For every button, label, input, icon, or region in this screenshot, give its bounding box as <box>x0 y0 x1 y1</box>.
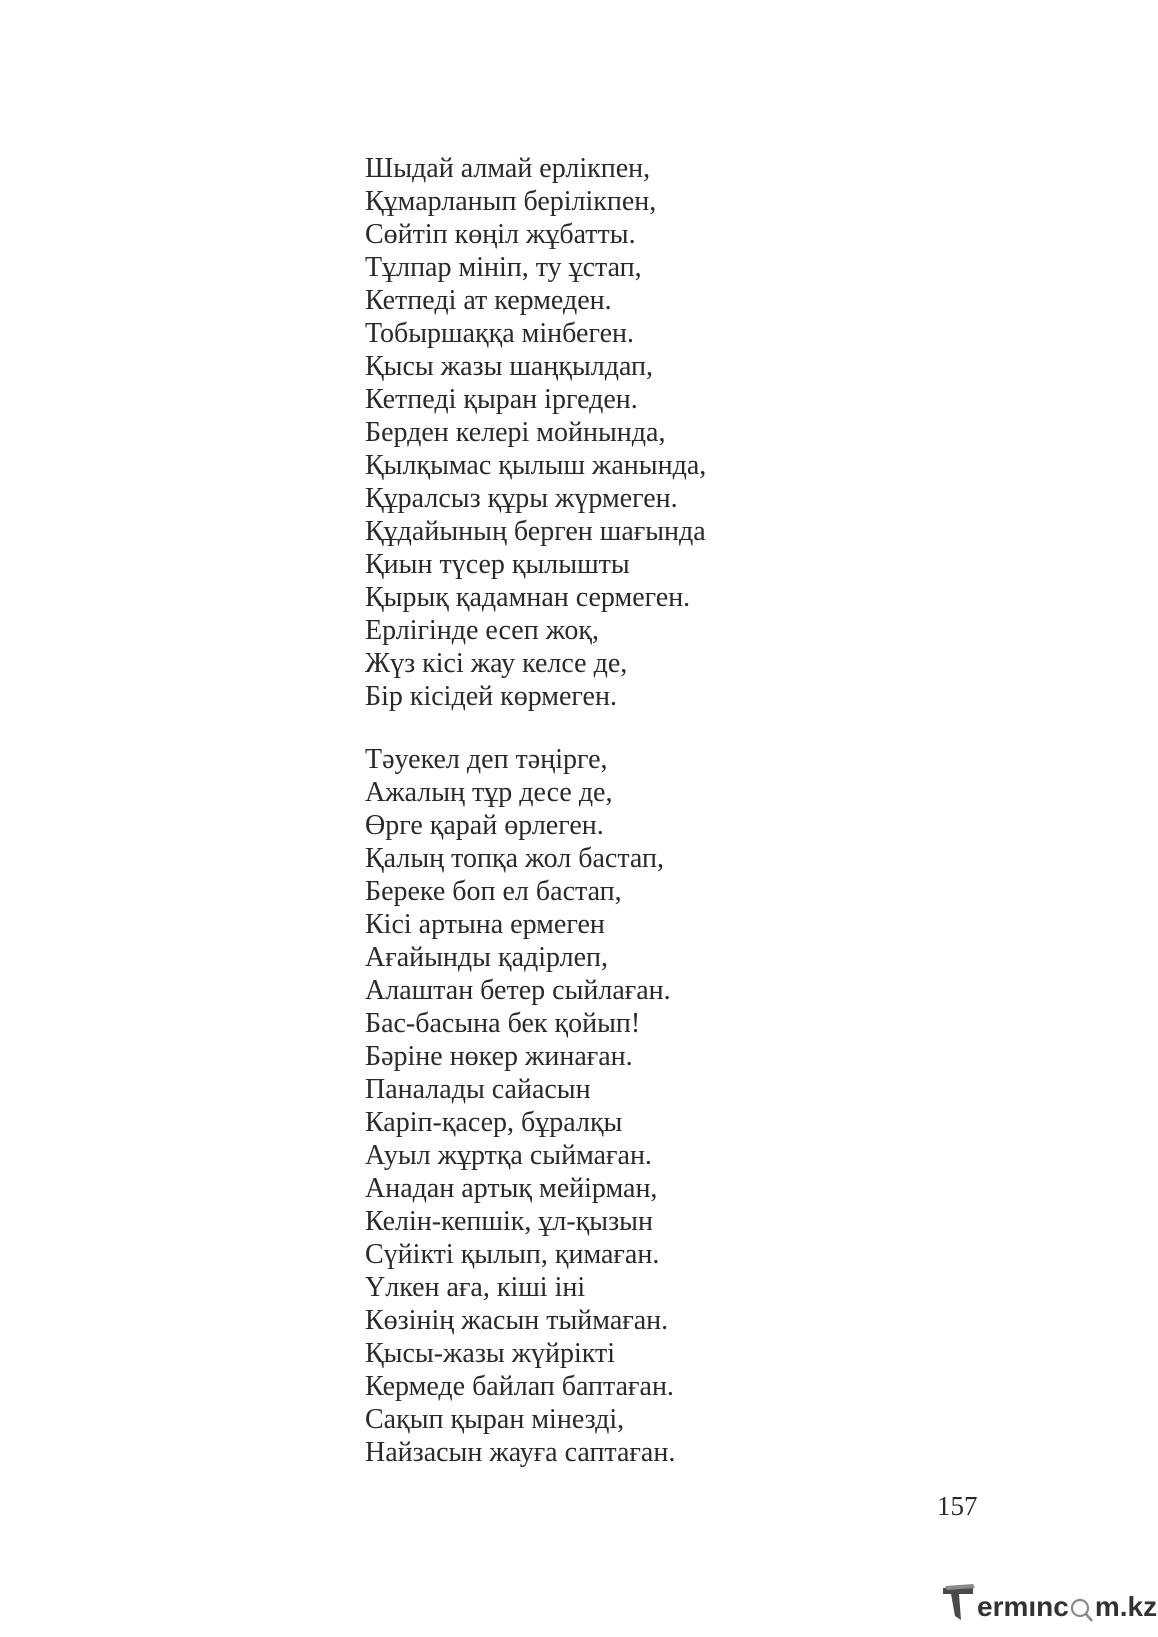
poem-line: Көзінің жасын тыймаған. <box>365 1305 669 1336</box>
poem-line: Қалың топқа жол бастап, <box>365 843 664 874</box>
poem-line: Қылқымас қылыш жанында, <box>365 450 707 481</box>
poem-line: Тәуекел деп тәңірге, <box>365 744 608 775</box>
poem-line: Алаштан бетер сыйлаған. <box>365 975 671 1006</box>
poem-stanza-2 <box>365 743 675 1469</box>
termincom-logo-t-icon <box>943 1582 977 1622</box>
poem-line: Қырық қадамнан сермеген. <box>365 582 691 613</box>
poem-line: Кетпеді ат кермеден. <box>365 285 612 316</box>
poem-line: Бас-басына бек қойып! <box>365 1008 641 1039</box>
poem-line: Бір кісідей көрмеген. <box>365 681 617 712</box>
poem-line: Анадан артық мейірман, <box>365 1173 658 1204</box>
page-number: 157 <box>937 1491 978 1521</box>
poem-line: Ағайынды қадірлеп, <box>365 942 609 973</box>
poem-line: Өрге қарай өрлеген. <box>365 810 604 841</box>
poem-line: Бәріне нөкер жинаған. <box>365 1041 633 1072</box>
watermark-text-end: m.kz <box>1094 1591 1158 1622</box>
poem-line: Тобыршаққа мінбеген. <box>365 318 634 349</box>
watermark-text-start: ermınc <box>977 1591 1069 1622</box>
poem-line: Қиын түсер қылышты <box>365 549 630 580</box>
poem-stanza-1 <box>365 152 706 713</box>
poem-line: Ерлігінде есеп жоқ, <box>365 615 599 646</box>
magnifier-icon <box>1069 1592 1095 1622</box>
poem-line: Қысы жазы шаңқылдап, <box>365 351 654 382</box>
poem-line: Келін-кепшік, ұл-қызын <box>365 1206 653 1237</box>
poem-line: Қысы-жазы жүйрікті <box>365 1338 616 1369</box>
poem-line: Кермеде байлап баптаған. <box>365 1371 674 1402</box>
poem-line: Құмарланып берілікпен, <box>365 186 657 217</box>
poem-line: Тұлпар мініп, ту ұстап, <box>365 252 642 283</box>
poem-line: Құдайының берген шағында <box>365 516 706 547</box>
termincom-watermark <box>943 1582 1158 1622</box>
poem-line: Үлкен аға, кіші іні <box>365 1272 586 1303</box>
poem-line: Каріп-қасер, бұралқы <box>365 1107 623 1138</box>
poem-line: Кісі артына ермеген <box>365 909 605 940</box>
poem-line: Сүйікті қылып, қимаған. <box>365 1239 660 1270</box>
poem-line: Құралсыз құры жүрмеген. <box>365 483 678 514</box>
poem-line: Ауыл жұртқа сыймаған. <box>365 1140 652 1171</box>
poem-line: Кетпеді қыран іргеден. <box>365 384 638 415</box>
poem-line: Береке боп ел бастап, <box>365 876 622 907</box>
poem-line: Сөйтіп көңіл жұбатты. <box>365 219 636 250</box>
poem-line: Сақып қыран мінезді, <box>365 1404 625 1435</box>
poem-line: Шыдай алмай ерлікпен, <box>365 153 651 184</box>
poem-line: Найзасын жауға саптаған. <box>365 1437 676 1468</box>
poem-line: Паналады сайасын <box>365 1074 591 1105</box>
poem-line: Жүз кісі жау келсе де, <box>365 648 628 679</box>
poem-line: Ажалың тұр десе де, <box>365 777 613 808</box>
poem-line: Берден келері мойнында, <box>365 417 666 448</box>
